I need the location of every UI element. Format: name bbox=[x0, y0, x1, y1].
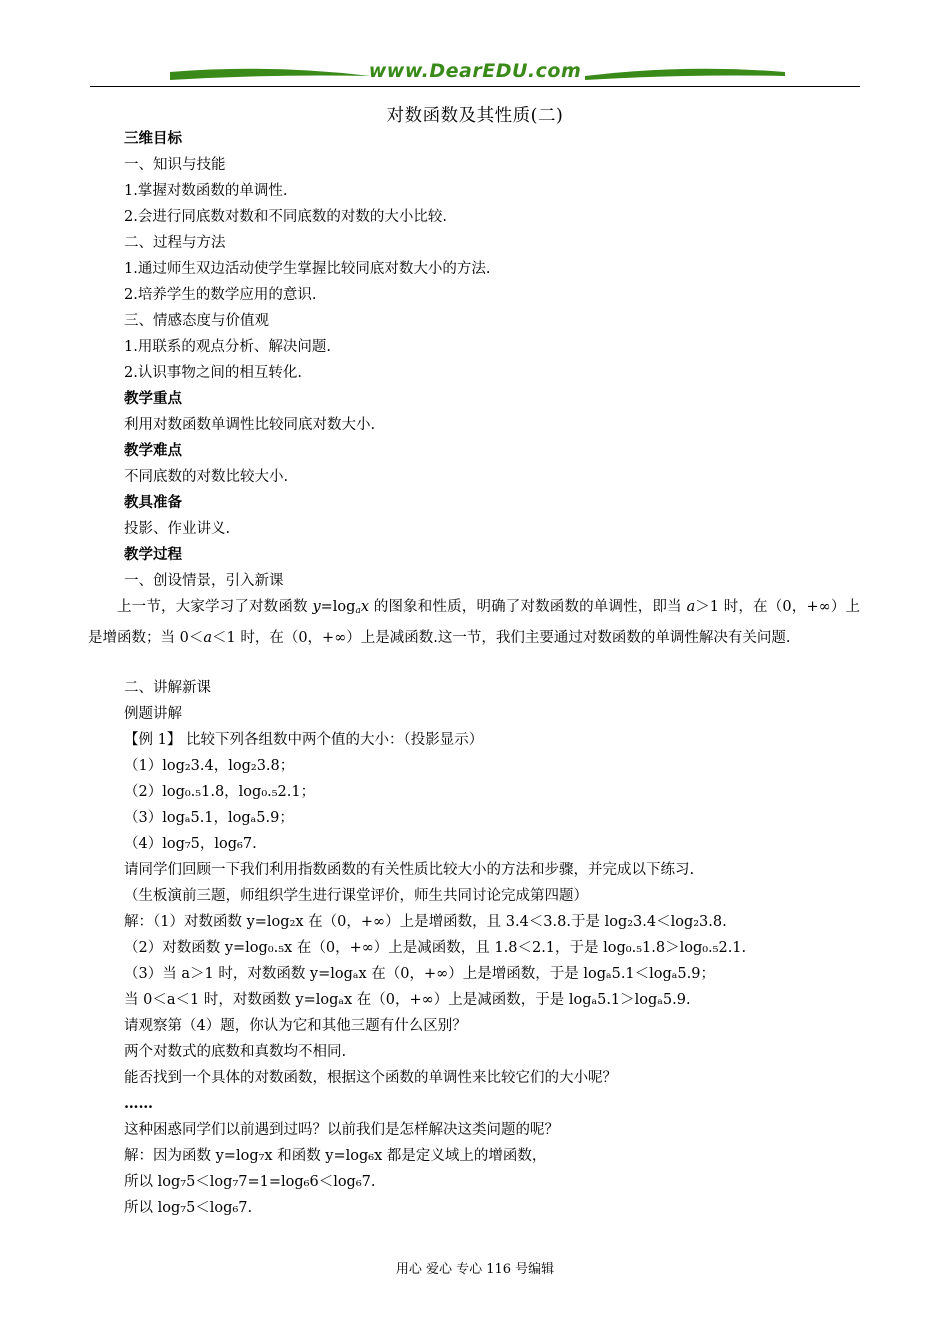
question-3: （3）logₐ5.1，logₐ5.9； bbox=[124, 810, 294, 826]
var-a: a bbox=[203, 629, 212, 646]
answer-3b: 当 0＜a＜1 时，对数函数 y=logₐx 在（0，+∞）上是减函数，于是 logₐ5.1＞logₐ5.9. bbox=[124, 992, 691, 1008]
document-body bbox=[88, 126, 864, 1221]
answer-3: （3）当 a＞1 时，对数函数 y=logₐx 在（0，+∞）上是增函数，于是 logₐ5.1＜logₐ5.9； bbox=[124, 966, 715, 982]
answer-2: （2）对数函数 y=log₀.₅x 在（0，+∞）上是减函数，且 1.8＜2.1，于是 log₀.₅1.8＞log₀.₅2.1. bbox=[124, 940, 747, 956]
text-line: 1.用联系的观点分析、解决问题. bbox=[124, 339, 331, 355]
document-title: 对数函数及其性质(二) bbox=[386, 106, 564, 126]
intro-part: 的图象和性质，明确了对数函数的单调性，即当 bbox=[373, 599, 687, 615]
text-line: 例题讲解 bbox=[124, 706, 182, 722]
text-line: 两个对数式的底数和真数均不相同. bbox=[124, 1044, 347, 1060]
question-4: （4）log₇5，log₆7. bbox=[124, 836, 257, 852]
section-heading-tools: 教具准备 bbox=[124, 494, 182, 511]
var-a: a bbox=[686, 599, 696, 615]
spacer bbox=[124, 651, 864, 675]
section-heading-goals: 三维目标 bbox=[124, 130, 182, 147]
intro-part: ＞1 时，在（0，+∞）上是增函数；当 0＜ bbox=[88, 599, 861, 646]
text-line: 2.培养学生的数学应用的意识. bbox=[124, 287, 317, 303]
header-rule bbox=[90, 86, 860, 87]
page-header bbox=[90, 58, 860, 90]
text-line: （生板演前三题，师组织学生进行课堂评价，师生共同讨论完成第四题） bbox=[124, 888, 588, 904]
text-line: 投影、作业讲义. bbox=[124, 521, 231, 537]
text-line: 不同底数的对数比较大小. bbox=[124, 469, 289, 485]
text-line: 能否找到一个具体的对数函数，根据这个函数的单调性来比较它们的大小呢？ bbox=[124, 1070, 617, 1086]
text-line: 一、创设情景，引入新课 bbox=[124, 573, 284, 589]
ellipsis: …… bbox=[124, 1095, 153, 1112]
solution-1: 解：因为函数 y=log₇x 和函数 y=log₆x 都是定义域上的增函数， bbox=[124, 1148, 547, 1164]
text-line: 请观察第（4）题，你认为它和其他三题有什么区别？ bbox=[124, 1018, 467, 1034]
section-heading-difficulty: 教学难点 bbox=[124, 442, 182, 459]
section-heading-key: 教学重点 bbox=[124, 390, 182, 407]
intro-part: ＜1 时，在（0，+∞）上是减函数.这一节，我们主要通过对数函数的单调性解决有关问题. bbox=[212, 629, 791, 646]
example-tag: 【例 1】 bbox=[124, 732, 182, 748]
text-line: 1.掌握对数函数的单调性. bbox=[124, 183, 288, 199]
text-line: 三、情感态度与价值观 bbox=[124, 313, 269, 329]
text-line: 1.通过师生双边活动使学生掌握比较同底对数大小的方法. bbox=[124, 261, 491, 277]
solution-3: 所以 log₇5＜log₆7. bbox=[124, 1200, 253, 1216]
text-line: 一、知识与技能 bbox=[124, 157, 226, 173]
text-line: 2.认识事物之间的相互转化. bbox=[124, 365, 302, 381]
answer-1: 解：（1）对数函数 y=log₂x 在（0，+∞）上是增函数，且 3.4＜3.8.于是 log₂3.4＜log₂3.8. bbox=[124, 914, 727, 930]
question-1: （1）log₂3.4，log₂3.8； bbox=[124, 758, 295, 774]
formula: y bbox=[312, 599, 321, 615]
intro-paragraph: 上一节，大家学习了对数函数 $y=\log_ax$ 的图象和性质，明确了对数函数的单调性，即当 a＞1 时，在（0，+∞）上是增函数；当 0＜a＜1 时，在（0，+∞）上是减函数.这一节，我们主要通过对数函数的单调性解决有关问题. bbox=[88, 599, 861, 646]
page-footer: 用心 爱心 专心 116 号编辑 bbox=[395, 1262, 555, 1277]
text-line: 这种困惑同学们以前遇到过吗？以前我们是怎样解决这类问题的呢？ bbox=[124, 1122, 559, 1138]
text-line: 二、过程与方法 bbox=[124, 235, 226, 251]
text-line: 请同学们回顾一下我们利用指数函数的有关性质比较大小的方法和步骤，并完成以下练习. bbox=[124, 862, 695, 878]
section-heading-process: 教学过程 bbox=[124, 546, 182, 563]
example-1 bbox=[124, 727, 864, 753]
text-line: 2.会进行同底数对数和不同底数的对数的大小比较. bbox=[124, 209, 447, 225]
site-logo: www.DearEDU.com bbox=[368, 60, 582, 82]
question-2: （2）log₀.₅1.8，log₀.₅2.1； bbox=[124, 784, 316, 800]
solution-2: 所以 log₇5＜log₇7=1=log₆6＜log₆7. bbox=[124, 1174, 376, 1190]
text-line: 二、讲解新课 bbox=[124, 680, 211, 696]
text-line: 利用对数函数单调性比较同底对数大小. bbox=[124, 417, 376, 433]
intro-part: 上一节，大家学习了对数函数 bbox=[117, 599, 313, 615]
example-text: 比较下列各组数中两个值的大小：（投影显示） bbox=[181, 732, 484, 748]
